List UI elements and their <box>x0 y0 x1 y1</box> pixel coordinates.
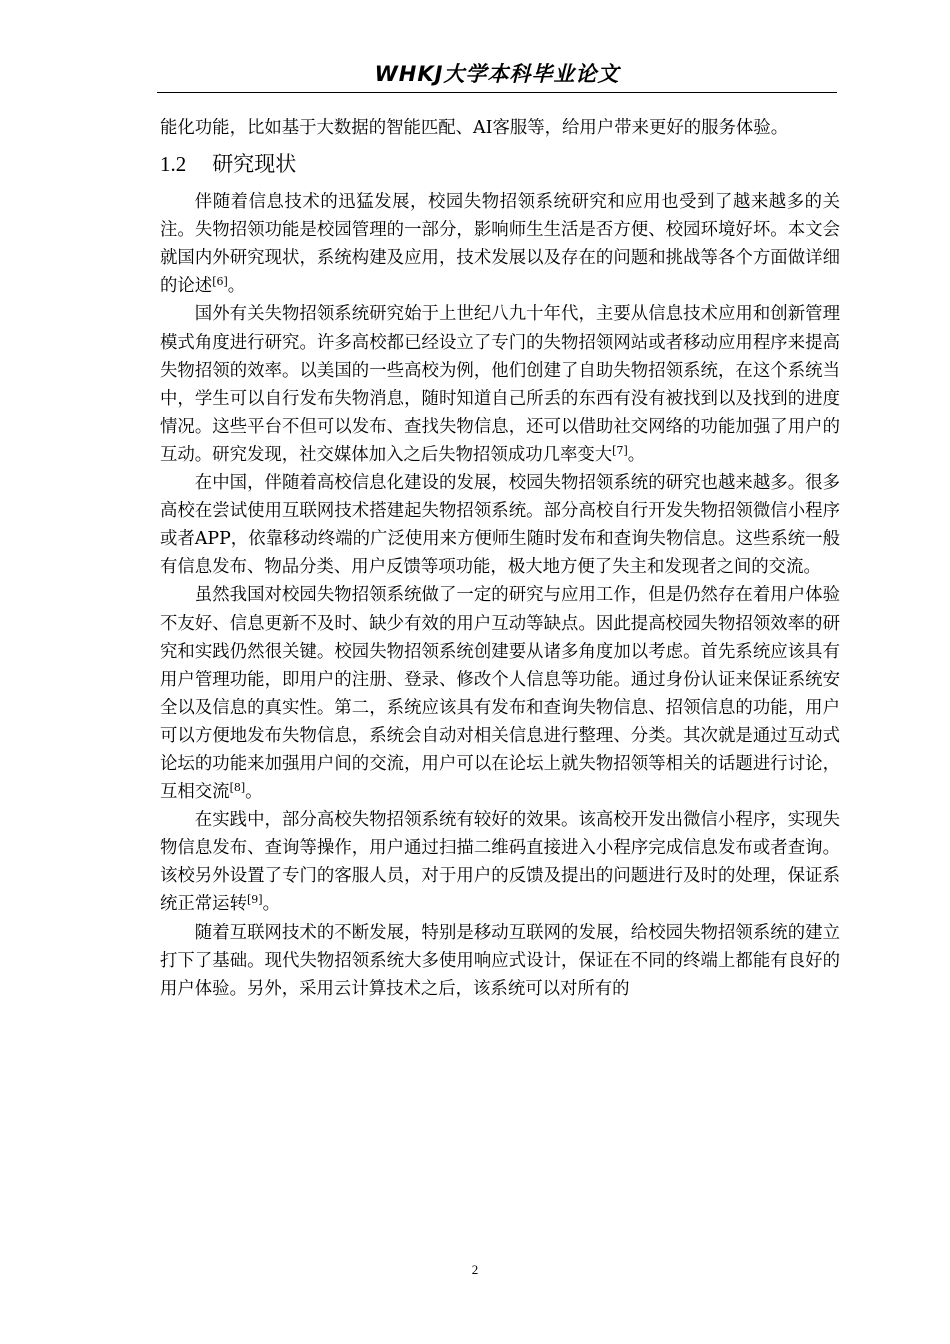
continuation-paragraph: 能化功能，比如基于大数据的智能匹配、AI客服等，给用户带来更好的服务体验。 <box>160 118 789 138</box>
paragraph <box>160 919 840 1003</box>
paragraph <box>160 188 840 300</box>
paragraph-text: 虽然我国对校园失物招领系统做了一定的研究与应用工作，但是仍然存在着用户体验不友好、信息更新不及时、缺少有效的用户互动等缺点。因此提高校园失物招领效率的研究和实践仍然很关键。校园失物招领系统创建要从诸多角度加以考虑。首先系统应该具有用户管理功能，即用户的注册、登录、修改个人信息等功能。通过身份认证来保证系统安全以及信息的真实性。第二，系统应该具有发布和查询失物信息、招领信息的功能，用户可以方便地发布失物信息，系统会自动对相关信息进行整理、分类。其次就是通过互动式论坛的功能来加强用户间的交流，用户可以在论坛上就失物招领等相关的话题进行讨论，互相交流 <box>160 585 840 803</box>
citation-ref: [8] <box>229 781 246 795</box>
section-title: 研究现状 <box>212 152 297 177</box>
paragraph-tail: 。 <box>262 894 280 915</box>
citation-ref: [6] <box>212 275 228 289</box>
paragraph <box>160 300 840 469</box>
paragraph <box>160 581 840 806</box>
paragraph-tail: 。 <box>245 782 263 803</box>
header-rule <box>157 92 837 93</box>
paragraph-tail: 。 <box>627 444 646 465</box>
citation-ref: [9] <box>246 893 263 907</box>
section-heading <box>160 150 840 178</box>
page-number: 2 <box>471 1262 479 1277</box>
paragraph-text: 在实践中，部分高校失物招领系统有较好的效果。该高校开发出微信小程序，实现失物信息发布、查询等操作，用户通过扫描二维码直接进入小程序完成信息发布或者查询。该校另外设置了专门的客服人员，对于用户的反馈及提出的问题进行及时的处理，保证系统正常运转 <box>160 810 840 915</box>
paragraph-text: 国外有关失物招领系统研究始于上世纪八九十年代，主要从信息技术应用和创新管理模式角度进行研究。许多高校都已经设立了专门的失物招领网站或者移动应用程序来提高失物招领的效率。以美国的一些高校为例，他们创建了自助失物招领系统，在这个系统当中，学生可以自行发布失物消息，随时知道自己所丢的东西有没有被找到以及找到的进度情况。这些平台不但可以发布、查找失物信息，还可以借助社交网络的功能加强了用户的互动。研究发现，社交媒体加入之后失物招领成功几率变大 <box>160 304 840 465</box>
document-body <box>160 114 840 1003</box>
section-number: 1.2 <box>160 152 187 177</box>
paragraph-text: 在中国，伴随着高校信息化建设的发展，校园失物招领系统的研究也越来越多。很多高校在尝试使用互联网技术搭建起失物招领系统。部分高校自行开发失物招领微信小程序或者APP，依靠移动终端的广泛使用来方便师生随时发布和查询失物信息。这些系统一般有信息发布、物品分类、用户反馈等项功能，极大地方便了失主和发现者之间的交流。 <box>160 473 840 578</box>
citation-ref: [7] <box>612 443 628 457</box>
paragraph <box>160 469 840 581</box>
page-header-title: WHKJ大学本科毕业论文 <box>374 62 620 86</box>
paragraph-text: 伴随着信息技术的迅猛发展，校园失物招领系统研究和应用也受到了越来越多的关注。失物招领功能是校园管理的一部分，影响师生生活是否方便、校园环境好坏。本文会就国内外研究现状，系统构建及应用，技术发展以及存在的问题和挑战等各个方面做详细的论述 <box>160 192 840 297</box>
paragraph <box>160 806 840 918</box>
paragraph-tail: 。 <box>227 276 246 297</box>
paragraph-text: 随着互联网技术的不断发展，特别是移动互联网的发展，给校园失物招领系统的建立打下了基础。现代失物招领系统大多使用响应式设计，保证在不同的终端上都能有良好的用户体验。另外，采用云计算技术之后，该系统可以对所有的 <box>160 922 840 999</box>
